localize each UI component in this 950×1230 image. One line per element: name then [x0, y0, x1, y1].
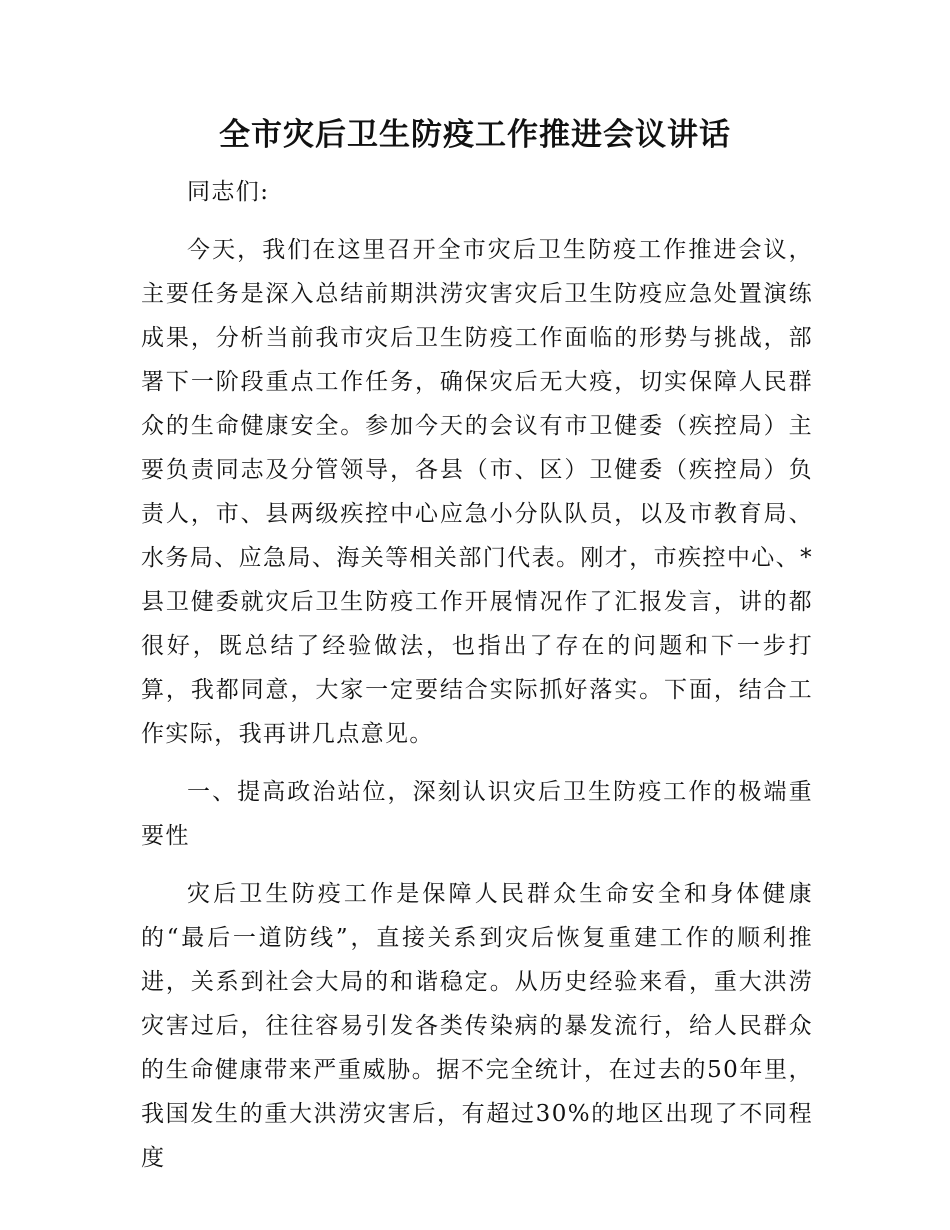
- document-body: [141, 170, 813, 1180]
- page-title: 全市灾后卫生防疫工作推进会议讲话: [219, 117, 731, 153]
- salutation-paragraph: 同志们:: [187, 179, 270, 205]
- body-paragraph: 今天，我们在这里召开全市灾后卫生防疫工作推进会议，主要任务是深入总结前期洪涝灾害灾后卫生防疫应急处置演练成果，分析当前我市灾后卫生防疫工作面临的形势与挑战，部署下一阶段重点工作任务，确保灾后无大疫，切实保障人民群众的生命健康安全。参加今天的会议有市卫健委（疾控局）主要负责同志及分管领导，各县（市、区）卫健委（疾控局）负责人，市、县两级疾控中心应急小分队队员，以及市教育局、水务局、应急局、海关等相关部门代表。刚才，市疾控中心、*县卫健委就灾后卫生防疫工作开展情况作了汇报发言，讲的都很好，既总结了经验做法，也指出了存在的问题和下一步打算，我都同意，大家一定要结合实际抓好落实。下面，结合工作实际，我再讲几点意见。: [141, 237, 813, 747]
- body-paragraph: 灾后卫生防疫工作是保障人民群众生命安全和身体健康的“最后一道防线”，直接关系到灾后恢复重建工作的顺利推进，关系到社会大局的和谐稳定。从历史经验来看，重大洪涝灾害过后，往往容易引发各类传染病的暴发流行，给人民群众的生命健康带来严重威胁。据不完全统计，在过去的50年里，我国发生的重大洪涝灾害后，有超过30%的地区出现了不同程度: [141, 881, 813, 1171]
- section-heading: 一、提高政治站位，深刻认识灾后卫生防疫工作的极端重要性: [141, 779, 813, 849]
